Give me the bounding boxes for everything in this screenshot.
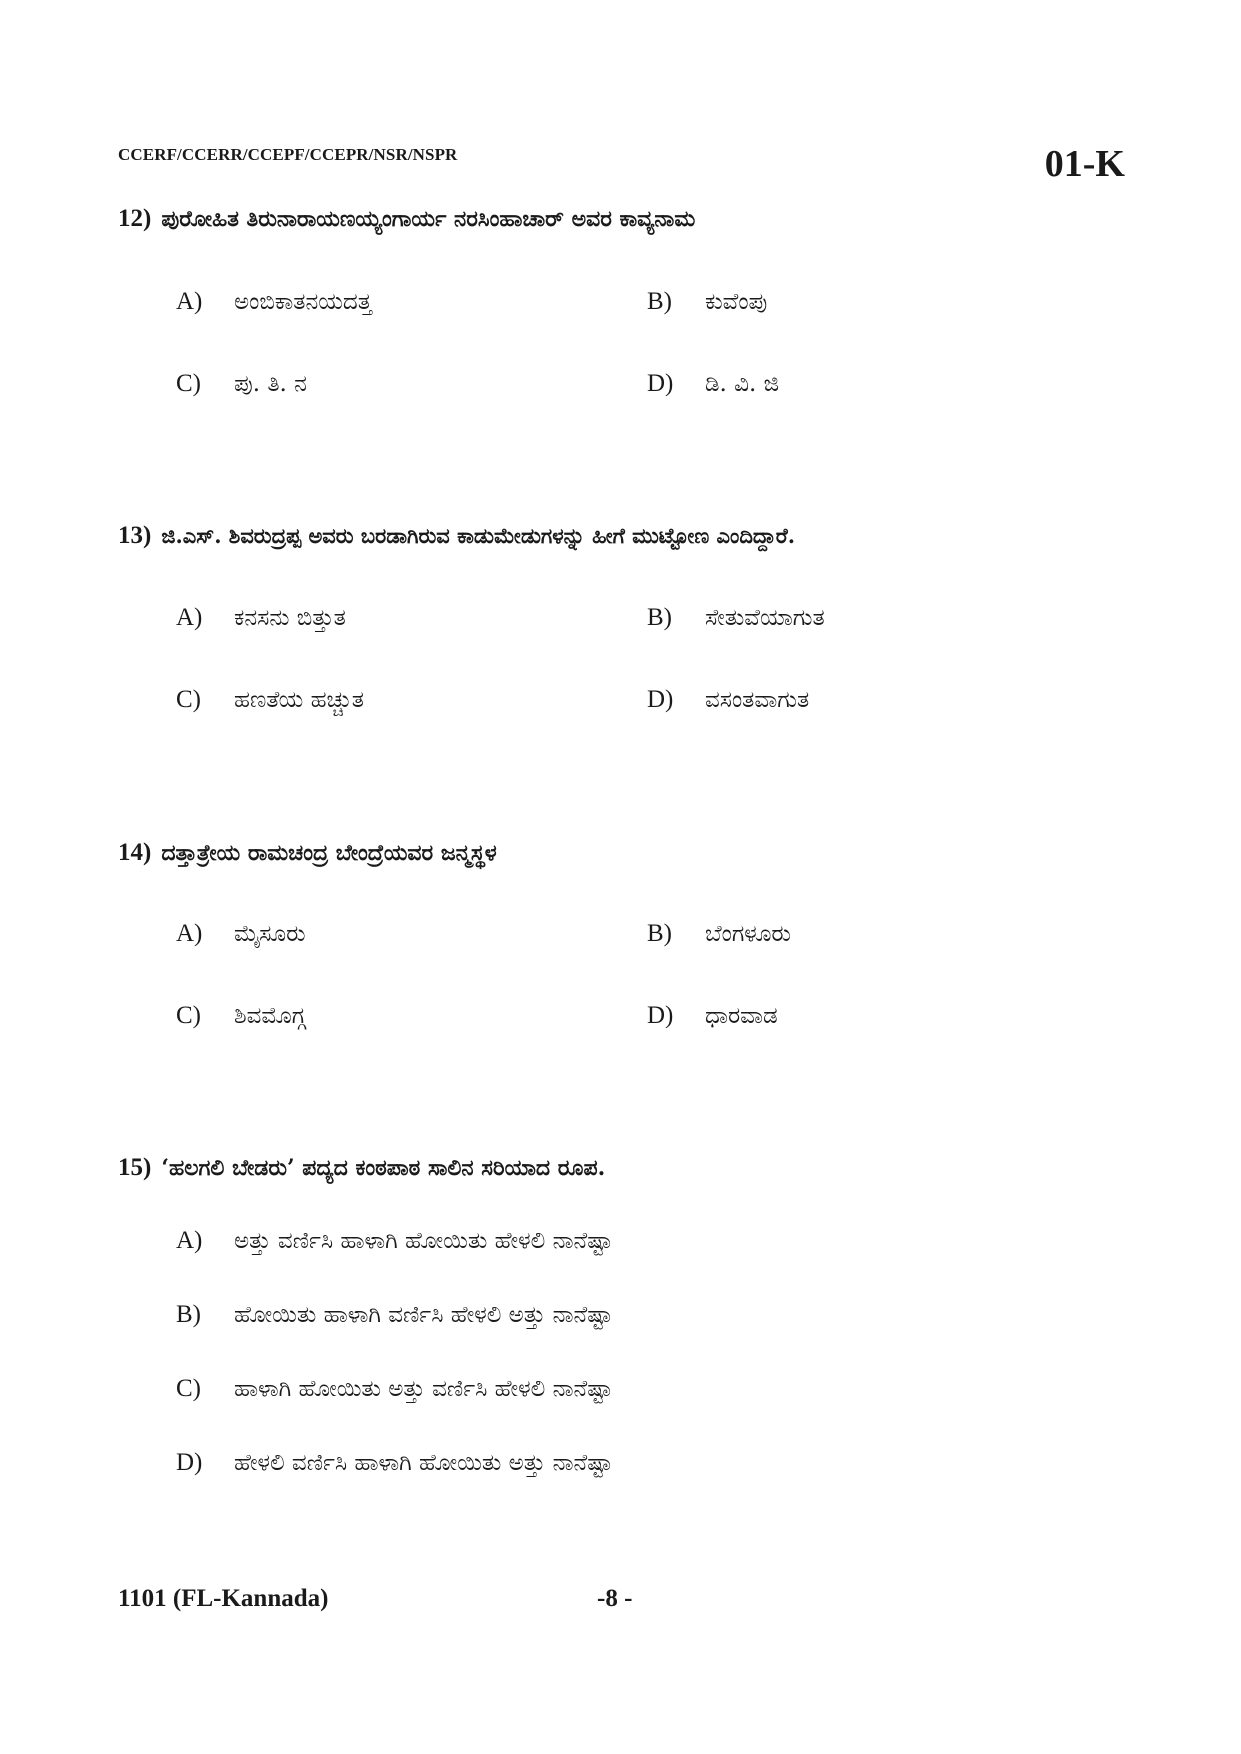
option-letter: D) bbox=[647, 370, 674, 397]
option-text: ಹೋಯಿತು ಹಾಳಾಗಿ ವರ್ಣಿಸಿ ಹೇಳಲಿ ಅತ್ತು ನಾನೆಷ್ಟಾ bbox=[234, 1302, 613, 1328]
option-text: ಕುವೆಂಪು bbox=[705, 289, 768, 315]
question-15 bbox=[118, 1154, 1138, 1182]
option-d[interactable] bbox=[647, 1002, 778, 1030]
option-letter: D) bbox=[647, 1002, 674, 1029]
question-text: ದತ್ತಾತ್ರೇಯ ರಾಮಚಂದ್ರ ಬೇಂದ್ರೆಯವರ ಜನ್ಮಸ್ಥಳ bbox=[161, 840, 497, 866]
option-letter: B) bbox=[647, 604, 672, 631]
option-text: ಬೆಂಗಳೂರು bbox=[705, 921, 791, 947]
option-text: ಹೇಳಲಿ ವರ್ಣಿಸಿ ಹಾಳಾಗಿ ಹೋಯಿತು ಅತ್ತು ನಾನೆಷ್ಟಾ bbox=[234, 1450, 613, 1476]
paper-code: 1101 (FL-Kannada) bbox=[118, 1585, 329, 1612]
option-letter: C) bbox=[176, 1375, 201, 1402]
exam-code: CCERF/CCERR/CCEPF/CCEPR/NSR/NSPR bbox=[118, 145, 458, 164]
option-letter: A) bbox=[176, 288, 203, 315]
option-text: ಧಾರವಾಡ bbox=[705, 1003, 778, 1029]
option-letter: B) bbox=[647, 288, 672, 315]
option-d[interactable] bbox=[176, 1449, 613, 1477]
option-c[interactable] bbox=[176, 1002, 305, 1030]
question-12 bbox=[118, 205, 1138, 233]
question-text: ಜಿ.ಎಸ್. ಶಿವರುದ್ರಪ್ಪ ಅವರು ಬರಡಾಗಿರುವ ಕಾಡುಮೇಡುಗಳನ್ನು ಹೀಗೆ ಮುಟ್ಟೋಣ ಎಂದಿದ್ದಾರೆ. bbox=[161, 523, 796, 548]
option-letter: A) bbox=[176, 920, 203, 947]
option-letter: C) bbox=[176, 1002, 201, 1029]
question-number: 13) bbox=[118, 522, 152, 549]
option-a[interactable] bbox=[176, 920, 306, 948]
option-a[interactable] bbox=[176, 1227, 613, 1255]
option-a[interactable] bbox=[176, 288, 372, 316]
booklet-tag: 01-K bbox=[1044, 143, 1125, 185]
page-number: -8 - bbox=[597, 1585, 633, 1612]
option-letter: D) bbox=[176, 1449, 203, 1476]
option-letter: C) bbox=[176, 686, 201, 713]
question-number: 12) bbox=[118, 205, 152, 232]
option-b[interactable] bbox=[647, 604, 825, 632]
option-b[interactable] bbox=[176, 1301, 613, 1329]
option-text: ಹಣತೆಯ ಹಚ್ಚುತ bbox=[234, 687, 364, 713]
option-letter: B) bbox=[647, 920, 672, 947]
option-c[interactable] bbox=[176, 370, 307, 398]
question-number: 15) bbox=[118, 1154, 152, 1181]
option-text: ವಸಂತವಾಗುತ bbox=[705, 687, 810, 713]
option-c[interactable] bbox=[176, 686, 364, 714]
option-b[interactable] bbox=[647, 288, 767, 316]
option-text: ಶಿವಮೊಗ್ಗ bbox=[234, 1003, 306, 1029]
option-b[interactable] bbox=[647, 920, 791, 948]
option-letter: D) bbox=[647, 686, 674, 713]
option-text: ಅತ್ತು ವರ್ಣಿಸಿ ಹಾಳಾಗಿ ಹೋಯಿತು ಹೇಳಲಿ ನಾನೆಷ್ಟಾ bbox=[234, 1228, 613, 1254]
question-number: 14) bbox=[118, 839, 152, 866]
question-13 bbox=[118, 522, 1138, 550]
option-text: ಡಿ. ವಿ. ಜಿ bbox=[705, 371, 780, 397]
option-text: ಪು. ತಿ. ನ bbox=[234, 371, 307, 397]
option-a[interactable] bbox=[176, 604, 346, 632]
option-c[interactable] bbox=[176, 1375, 613, 1403]
question-text: ಪುರೋಹಿತ ತಿರುನಾರಾಯಣಯ್ಯಂಗಾರ್ಯ ನರಸಿಂಹಾಚಾರ್ ಅವರ ಕಾವ್ಯನಾಮ bbox=[161, 206, 696, 232]
question-text: ‘ಹಲಗಲಿ ಬೇಡರು’ ಪದ್ಯದ ಕಂಠಪಾಠ ಸಾಲಿನ ಸರಿಯಾದ ರೂಪ. bbox=[161, 1155, 606, 1181]
option-d[interactable] bbox=[647, 686, 809, 714]
option-letter: A) bbox=[176, 1227, 203, 1254]
option-text: ಮೈಸೂರು bbox=[234, 921, 306, 947]
option-text: ಕನಸನು ಬಿತ್ತುತ bbox=[234, 605, 346, 631]
question-14 bbox=[118, 839, 1138, 867]
option-text: ಅಂಬಿಕಾತನಯದತ್ತ bbox=[234, 289, 372, 315]
option-letter: C) bbox=[176, 370, 201, 397]
option-letter: B) bbox=[176, 1301, 201, 1328]
option-letter: A) bbox=[176, 604, 203, 631]
option-text: ಹಾಳಾಗಿ ಹೋಯಿತು ಅತ್ತು ವರ್ಣಿಸಿ ಹೇಳಲಿ ನಾನೆಷ್ಟಾ bbox=[234, 1376, 613, 1402]
option-d[interactable] bbox=[647, 370, 779, 398]
option-text: ಸೇತುವೆಯಾಗುತ bbox=[705, 605, 825, 631]
